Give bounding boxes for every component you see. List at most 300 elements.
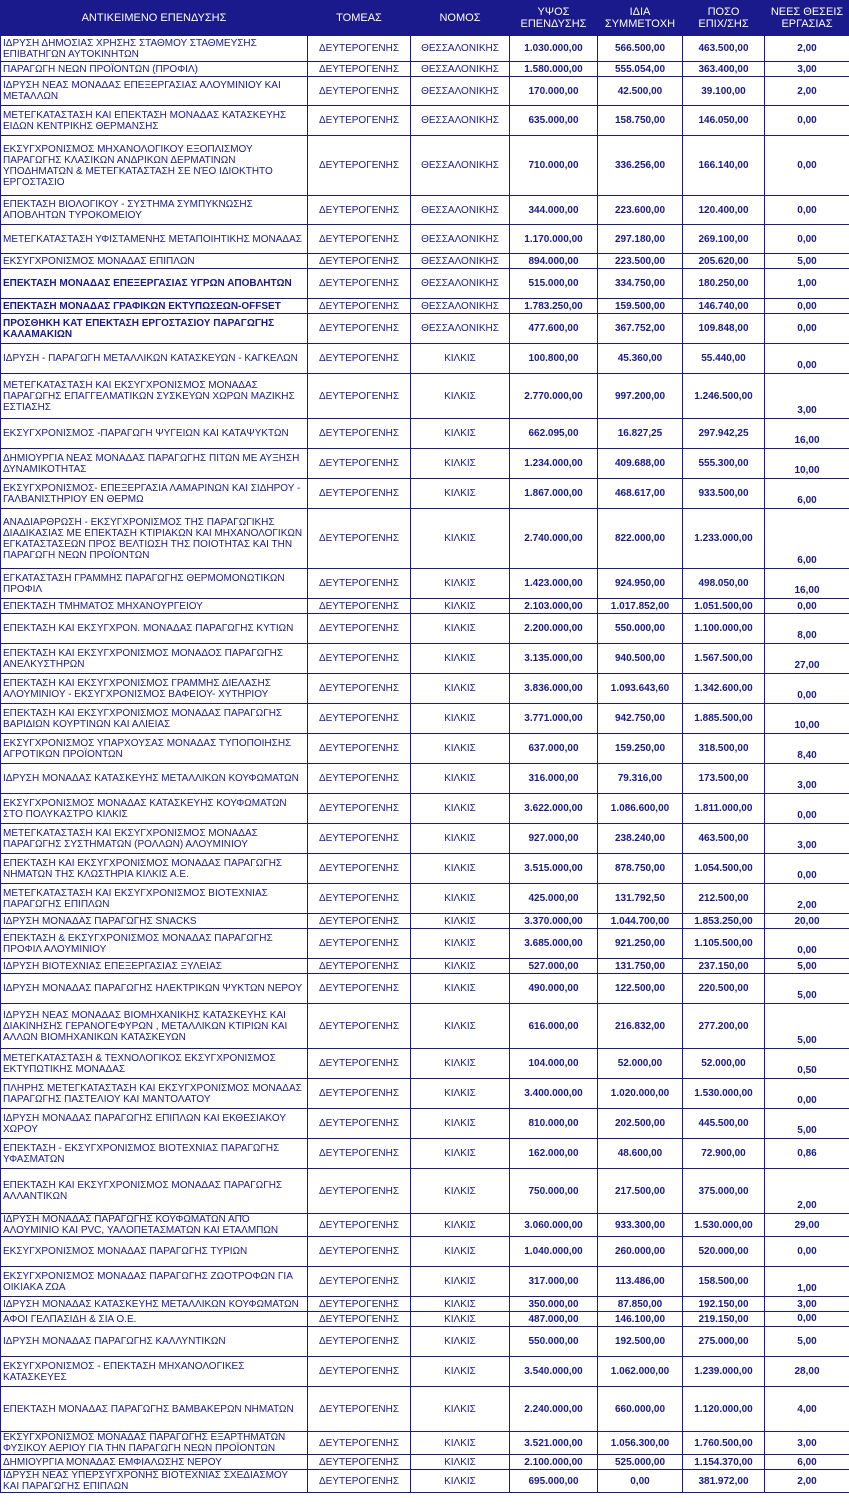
cell-own-participation: 260.000,00 [598, 1237, 683, 1267]
cell-own-participation: 550.000,00 [598, 614, 683, 644]
cell-prefecture: ΚΙΛΚΙΣ [411, 569, 510, 599]
cell-prefecture: ΘΕΣΣΑΛΟΝΙΚΗΣ [411, 196, 510, 225]
cell-own-participation: 1.056.300,00 [598, 1432, 683, 1455]
cell-prefecture: ΘΕΣΣΑΛΟΝΙΚΗΣ [411, 225, 510, 254]
cell-object: ΜΕΤΕΓΚΑΤΑΣΤΑΣΗ ΥΦΙΣΤΑΜΕΝΗΣ ΜΕΤΑΠΟΙΗΤΙΚΗΣ ΜΟΝΑΔΑΣ [1, 225, 308, 254]
cell-sector: ΔΕΥΤΕΡΟΓΕΝΗΣ [308, 1357, 411, 1387]
table-row [1, 1109, 849, 1139]
col-header-sector-label: ΤΟΜΕΑΣ [336, 12, 382, 24]
cell-new-jobs: 16,00 [765, 569, 849, 599]
cell-investment: 316.000,00 [510, 764, 598, 794]
cell-subsidy: 275.000,00 [683, 1327, 765, 1357]
table-row [1, 914, 849, 929]
cell-new-jobs: 27,00 [765, 644, 849, 674]
cell-prefecture: ΚΙΛΚΙΣ [411, 1432, 510, 1455]
cell-subsidy: 1.760.500,00 [683, 1432, 765, 1455]
cell-object: ΕΚΣΥΓΧΡΟΝΙΣΜΟΣ - ΕΠΕΚΤΑΣΗ ΜΗΧΑΝΟΛΟΓΙΚΕΣ ΚΑΤΑΣΚΕΥΕΣ [1, 1357, 308, 1387]
cell-sector: ΔΕΥΤΕΡΟΓΕΝΗΣ [308, 314, 411, 344]
cell-new-jobs: 29,00 [765, 1214, 849, 1237]
cell-object: ΙΔΡΥΣΗ ΝΕΑΣ ΜΟΝΑΔΑΣ ΒΙΟΜΗΧΑΝΙΚΗΣ ΚΑΤΑΣΚΕΥΗΣ ΚΑΙ ΔΙΑΚΙΝΗΣΗΣ ΓΕΡΑΝΟΓΕΦΥΡΩΝ , ΜΕΤΑΛΛΙΚΩΝ ΚΤΙΡΙΩΝ ΚΑΙ ΑΛΛΩΝ ΒΙΟΜΗΧΑΝΙΚΩΝ ΚΑΤΑΣΚΕΥΩΝ [1, 1004, 308, 1049]
cell-sector: ΔΕΥΤΕΡΟΓΕΝΗΣ [308, 509, 411, 569]
col-header-investment-line1: ΥΨΟΣ [537, 6, 570, 18]
cell-subsidy: 1.246.500,00 [683, 374, 765, 419]
cell-own-participation: 48.600,00 [598, 1139, 683, 1169]
cell-prefecture: ΘΕΣΣΑΛΟΝΙΚΗΣ [411, 136, 510, 196]
cell-new-jobs: 0,00 [765, 314, 849, 344]
table-row [1, 974, 849, 1004]
cell-subsidy: 1.885.500,00 [683, 704, 765, 734]
table-row [1, 419, 849, 449]
cell-investment: 2.100.000,00 [510, 1455, 598, 1470]
cell-investment: 3.515.000,00 [510, 854, 598, 884]
cell-own-participation: 202.500,00 [598, 1109, 683, 1139]
cell-subsidy: 212.500,00 [683, 884, 765, 914]
table-row [1, 479, 849, 509]
cell-own-participation: 660.000,00 [598, 1387, 683, 1432]
cell-subsidy: 363.400,00 [683, 62, 765, 77]
cell-prefecture: ΚΙΛΚΙΣ [411, 824, 510, 854]
table-row [1, 509, 849, 569]
cell-new-jobs: 3,00 [765, 764, 849, 794]
cell-new-jobs: 10,00 [765, 449, 849, 479]
col-header-jobs-line1: ΝΕΕΣ ΘΕΣΕΙΣ [770, 6, 844, 18]
cell-object: ΜΕΤΕΓΚΑΤΑΣΤΑΣΗ ΚΑΙ ΕΚΣΥΓΧΡΟΝΙΣΜΟΣ ΒΙΟΤΕΧΝΙΑΣ ΠΑΡΑΓΩΓΗΣ ΕΠΙΠΛΩΝ [1, 884, 308, 914]
cell-subsidy: 39.100,00 [683, 77, 765, 106]
cell-sector: ΔΕΥΤΕΡΟΓΕΝΗΣ [308, 1109, 411, 1139]
cell-subsidy: 72.900,00 [683, 1139, 765, 1169]
cell-sector: ΔΕΥΤΕΡΟΓΕΝΗΣ [308, 929, 411, 959]
cell-object: ΠΑΡΑΓΩΓΗ ΝΕΩΝ ΠΡΟΪΟΝΤΩΝ (ΠΡΟΦΙΛ) [1, 62, 308, 77]
cell-own-participation: 921.250,00 [598, 929, 683, 959]
cell-own-participation: 878.750,00 [598, 854, 683, 884]
cell-investment: 1.030.000,00 [510, 36, 598, 62]
cell-own-participation: 223.600,00 [598, 196, 683, 225]
cell-object: ΔΗΜΙΟΥΡΓΙΑ ΝΕΑΣ ΜΟΝΑΔΑΣ ΠΑΡΑΓΩΓΗΣ ΠΙΤΩΝ ΜΕ ΑΥΞΗΣΗ ΔΥΝΑΜΙΚΟΤΗΤΑΣ [1, 449, 308, 479]
cell-subsidy: 933.500,00 [683, 479, 765, 509]
col-header-prefecture [411, 1, 510, 36]
cell-prefecture: ΚΙΛΚΙΣ [411, 959, 510, 974]
table-row [1, 1237, 849, 1267]
cell-investment: 550.000,00 [510, 1327, 598, 1357]
header-row [1, 1, 849, 36]
cell-sector: ΔΕΥΤΕΡΟΓΕΝΗΣ [308, 1455, 411, 1470]
cell-prefecture: ΚΙΛΚΙΣ [411, 1312, 510, 1327]
cell-new-jobs: 20,00 [765, 914, 849, 929]
cell-own-participation: 223.500,00 [598, 254, 683, 269]
table-row [1, 764, 849, 794]
cell-sector: ΔΕΥΤΕΡΟΓΕΝΗΣ [308, 77, 411, 106]
cell-prefecture: ΚΙΛΚΙΣ [411, 974, 510, 1004]
cell-own-participation: 409.688,00 [598, 449, 683, 479]
cell-subsidy: 109.848,00 [683, 314, 765, 344]
cell-subsidy: 166.140,00 [683, 136, 765, 196]
col-header-subsidy-line2: ΕΠΙΧ/ΣΗΣ [698, 18, 749, 30]
cell-prefecture: ΚΙΛΚΙΣ [411, 644, 510, 674]
table-row [1, 299, 849, 314]
cell-new-jobs: 8,40 [765, 734, 849, 764]
table-row [1, 854, 849, 884]
table-row [1, 1387, 849, 1432]
cell-object: ΕΚΣΥΓΧΡΟΝΙΣΜΟΣ ΜΟΝΑΔΑΣ ΠΑΡΑΓΩΓΗΣ ΕΞΑΡΤΗΜΑΤΩΝ ΦΥΣΙΚΟΥ ΑΕΡΙΟΥ ΓΙΑ ΤΗΝ ΠΑΡΑΓΩΓΗ ΝΕΩΝ ΠΡΟΪΟΝΤΩΝ [1, 1432, 308, 1455]
cell-prefecture: ΚΙΛΚΙΣ [411, 704, 510, 734]
cell-object: ΙΔΡΥΣΗ - ΠΑΡΑΓΩΓΗ ΜΕΤΑΛΛΙΚΩΝ ΚΑΤΑΣΚΕΥΩΝ - ΚΑΓΚΕΛΩΝ [1, 344, 308, 374]
table-row [1, 1267, 849, 1297]
cell-investment: 3.540.000,00 [510, 1357, 598, 1387]
table-row [1, 959, 849, 974]
cell-object: ΕΠΕΚΤΑΣΗ ΒΙΟΛΟΓΙΚΟΥ - ΣΥΣΤΗΜΑ ΣΥΜΠΥΚΝΩΣΗΣ ΑΠΟΒΛΗΤΩΝ ΤΥΡΟΚΟΜΕΙΟΥ [1, 196, 308, 225]
table-row [1, 1432, 849, 1455]
cell-prefecture: ΚΙΛΚΙΣ [411, 674, 510, 704]
cell-own-participation: 1.086.600,00 [598, 794, 683, 824]
cell-prefecture: ΚΙΛΚΙΣ [411, 374, 510, 419]
cell-object: ΕΚΣΥΓΧΡΟΝΙΣΜΟΣ ΥΠΑΡΧΟΥΣΑΣ ΜΟΝΑΔΑΣ ΤΥΠΟΠΟΙΗΣΗΣ ΑΓΡΟΤΙΚΩΝ ΠΡΟΪΟΝΤΩΝ [1, 734, 308, 764]
col-header-own-line1: ΙΔΙΑ [629, 6, 651, 18]
cell-object: ΕΠΕΚΤΑΣΗ & ΕΚΣΥΓΧΡΟΝΙΣΜΟΣ ΜΟΝΑΔΑΣ ΠΑΡΑΓΩΓΗΣ ΠΡΟΦΙΛ ΑΛΟΥΜΙΝΙΟΥ [1, 929, 308, 959]
cell-new-jobs: 3,00 [765, 374, 849, 419]
cell-new-jobs: 0,50 [765, 1049, 849, 1079]
cell-sector: ΔΕΥΤΕΡΟΓΕΝΗΣ [308, 734, 411, 764]
cell-sector: ΔΕΥΤΕΡΟΓΕΝΗΣ [308, 1214, 411, 1237]
cell-sector: ΔΕΥΤΕΡΟΓΕΝΗΣ [308, 614, 411, 644]
cell-subsidy: 219.150,00 [683, 1312, 765, 1327]
cell-sector: ΔΕΥΤΕΡΟΓΕΝΗΣ [308, 1237, 411, 1267]
cell-subsidy: 1.054.500,00 [683, 854, 765, 884]
cell-prefecture: ΚΙΛΚΙΣ [411, 479, 510, 509]
cell-subsidy: 52.000,00 [683, 1049, 765, 1079]
cell-subsidy: 375.000,00 [683, 1169, 765, 1214]
col-header-investment [510, 1, 598, 36]
cell-new-jobs: 5,00 [765, 959, 849, 974]
cell-sector: ΔΕΥΤΕΡΟΓΕΝΗΣ [308, 36, 411, 62]
cell-object: ΕΠΕΚΤΑΣΗ ΚΑΙ ΕΚΣΥΓΧΡΟΝΙΣΜΟΣ ΓΡΑΜΜΗΣ ΔΙΕΛΑΣΗΣ ΑΛΟΥΜΙΝΙΟΥ - ΕΚΣΥΓΧΡΟΝΙΣΜΟΣ ΒΑΦΕΙΟΥ- ΧΥΤΗΡΙΟΥ [1, 674, 308, 704]
cell-own-participation: 158.750,00 [598, 106, 683, 136]
col-header-subsidy-line1: ΠΟΣΟ [707, 6, 740, 18]
cell-prefecture: ΘΕΣΣΑΛΟΝΙΚΗΣ [411, 62, 510, 77]
table-row [1, 36, 849, 62]
cell-subsidy: 173.500,00 [683, 764, 765, 794]
cell-object: ΕΠΕΚΤΑΣΗ ΚΑΙ ΕΚΣΥΓΧΡΟΝ. ΜΟΝΑΔΑΣ ΠΑΡΑΓΩΓΗΣ ΚΥΤΙΩΝ [1, 614, 308, 644]
cell-investment: 3.370.000,00 [510, 914, 598, 929]
cell-own-participation: 113.486,00 [598, 1267, 683, 1297]
cell-own-participation: 367.752,00 [598, 314, 683, 344]
col-header-investment-line2: ΕΠΕΝΔΥΣΗΣ [520, 18, 587, 30]
table-row [1, 106, 849, 136]
cell-sector: ΔΕΥΤΕΡΟΓΕΝΗΣ [308, 1169, 411, 1214]
cell-new-jobs: 3,00 [765, 1297, 849, 1312]
cell-object: ΕΠΕΚΤΑΣΗ - ΕΚΣΥΓΧΡΟΝΙΣΜΟΣ ΒΙΟΤΕΧΝΙΑΣ ΠΑΡΑΓΩΓΗΣ ΥΦΑΣΜΑΤΩΝ [1, 1139, 308, 1169]
cell-subsidy: 277.200,00 [683, 1004, 765, 1049]
table-row [1, 254, 849, 269]
cell-prefecture: ΚΙΛΚΙΣ [411, 614, 510, 644]
cell-own-participation: 45.360,00 [598, 344, 683, 374]
cell-own-participation: 940.500,00 [598, 644, 683, 674]
cell-subsidy: 1.105.500,00 [683, 929, 765, 959]
cell-own-participation: 87.850,00 [598, 1297, 683, 1312]
cell-sector: ΔΕΥΤΕΡΟΓΕΝΗΣ [308, 704, 411, 734]
cell-sector: ΔΕΥΤΕΡΟΓΕΝΗΣ [308, 974, 411, 1004]
table-row [1, 1327, 849, 1357]
cell-subsidy: 269.100,00 [683, 225, 765, 254]
cell-object: ΠΡΟΣΘΗΚΗ ΚΑΤ ΕΠΕΚΤΑΣΗ ΕΡΓΟΣΤΑΣΙΟΥ ΠΑΡΑΓΩΓΗΣ ΚΑΛΑΜΑΚΙΩΝ [1, 314, 308, 344]
cell-own-participation: 1.017.852,00 [598, 599, 683, 614]
cell-prefecture: ΚΙΛΚΙΣ [411, 854, 510, 884]
cell-sector: ΔΕΥΤΕΡΟΓΕΝΗΣ [308, 1049, 411, 1079]
cell-new-jobs: 0,00 [765, 1312, 849, 1327]
cell-new-jobs: 5,00 [765, 1327, 849, 1357]
cell-sector: ΔΕΥΤΕΡΟΓΕΝΗΣ [308, 1297, 411, 1312]
cell-subsidy: 381.972,00 [683, 1470, 765, 1493]
cell-sector: ΔΕΥΤΕΡΟΓΕΝΗΣ [308, 824, 411, 854]
cell-new-jobs: 0,00 [765, 674, 849, 704]
table-row [1, 734, 849, 764]
cell-subsidy: 297.942,25 [683, 419, 765, 449]
cell-prefecture: ΚΙΛΚΙΣ [411, 1169, 510, 1214]
cell-new-jobs: 3,00 [765, 1432, 849, 1455]
cell-own-participation: 336.256,00 [598, 136, 683, 196]
cell-prefecture: ΚΙΛΚΙΣ [411, 1139, 510, 1169]
cell-investment: 1.423.000,00 [510, 569, 598, 599]
table-row [1, 929, 849, 959]
cell-investment: 1.234.000,00 [510, 449, 598, 479]
cell-prefecture: ΚΙΛΚΙΣ [411, 1297, 510, 1312]
cell-new-jobs: 5,00 [765, 1109, 849, 1139]
cell-subsidy: 237.150,00 [683, 959, 765, 974]
cell-own-participation: 16.827,25 [598, 419, 683, 449]
cell-prefecture: ΚΙΛΚΙΣ [411, 764, 510, 794]
cell-subsidy: 1.530.000,00 [683, 1079, 765, 1109]
cell-subsidy: 120.400,00 [683, 196, 765, 225]
cell-investment: 3.836.000,00 [510, 674, 598, 704]
table-row [1, 644, 849, 674]
cell-sector: ΔΕΥΤΕΡΟΓΕΝΗΣ [308, 644, 411, 674]
table-row [1, 599, 849, 614]
cell-new-jobs: 5,00 [765, 974, 849, 1004]
cell-own-participation: 1.020.000,00 [598, 1079, 683, 1109]
cell-object: ΕΠΕΚΤΑΣΗ ΚΑΙ ΕΚΣΥΓΧΡΟΝΙΣΜΟΣ ΜΟΝΑΔΑΣ ΠΑΡΑΓΩΓΗΣ ΝΗΜΑΤΩΝ ΤΗΣ ΚΛΩΣΤΗΡΙΑ ΚΙΛΚΙΣ Α.Ε. [1, 854, 308, 884]
cell-investment: 317.000,00 [510, 1267, 598, 1297]
cell-object: ΔΗΜΙΟΥΡΓΙΑ ΜΟΝΑΔΑΣ ΕΜΦΙΑΛΩΣΗΣ ΝΕΡΟΥ [1, 1455, 308, 1470]
table-row [1, 225, 849, 254]
cell-object: ΑΝΑΔΙΑΡΘΡΩΣΗ - ΕΚΣΥΓΧΡΟΝΙΣΜΟΣ ΤΗΣ ΠΑΡΑΓΩΓΙΚΗΣ ΔΙΑΔΙΚΑΣΙΑΣ ΜΕ ΕΠΕΚΤΑΣΗ ΚΤΙΡΙΑΚΩΝ ΚΑΙ ΜΗΧΑΝΟΛΟΓΙΚΩΝ ΕΓΚΑΤΑΣΤΑΣΕΩΝ ΠΡΟΣ ΒΕΛΤΙΩΣΗ ΤΗΣ ΠΟΙΟΤΗΤΑΣ ΚΑΙ ΤΗΝ ΠΑΡΑΓΩΓΗ ΝΕΩΝ ΠΡΟΪΟΝΤΩΝ [1, 509, 308, 569]
cell-object: ΕΠΕΚΤΑΣΗ ΜΟΝΑΔΑΣ ΕΠΕΞΕΡΓΑΣΙΑΣ ΥΓΡΩΝ ΑΠΟΒΛΗΤΩΝ [1, 269, 308, 299]
cell-own-participation: 216.832,00 [598, 1004, 683, 1049]
cell-own-participation: 79.316,00 [598, 764, 683, 794]
cell-subsidy: 498.050,00 [683, 569, 765, 599]
table-row [1, 704, 849, 734]
cell-own-participation: 122.500,00 [598, 974, 683, 1004]
table-row [1, 1169, 849, 1214]
cell-object: ΙΔΡΥΣΗ ΜΟΝΑΔΑΣ ΠΑΡΑΓΩΓΗΣ ΚΟΥΦΩΜΑΤΩΝ ΑΠΌ ΑΛΟΥΜΙΝΙΟ ΚΑΙ PVC, ΥΑΛΟΠΕΤΑΣΜΑΤΩΝ ΚΑΙ ΕΤΑΛΜΠΩΝ [1, 1214, 308, 1237]
cell-object: ΙΔΡΥΣΗ ΜΟΝΑΔΑΣ ΚΑΤΑΣΚΕΥΗΣ ΜΕΤΑΛΛΙΚΩΝ ΚΟΥΦΩΜΑΤΩΝ [1, 1297, 308, 1312]
cell-new-jobs: 4,00 [765, 1387, 849, 1432]
cell-sector: ΔΕΥΤΕΡΟΓΕΝΗΣ [308, 884, 411, 914]
cell-new-jobs: 0,00 [765, 106, 849, 136]
cell-subsidy: 1.811.000,00 [683, 794, 765, 824]
table-row [1, 1357, 849, 1387]
cell-sector: ΔΕΥΤΕΡΟΓΕΝΗΣ [308, 62, 411, 77]
cell-new-jobs: 2,00 [765, 36, 849, 62]
table-row [1, 794, 849, 824]
cell-own-participation: 924.950,00 [598, 569, 683, 599]
cell-own-participation: 192.500,00 [598, 1327, 683, 1357]
cell-sector: ΔΕΥΤΕΡΟΓΕΝΗΣ [308, 1432, 411, 1455]
cell-subsidy: 318.500,00 [683, 734, 765, 764]
table-row [1, 824, 849, 854]
cell-prefecture: ΚΙΛΚΙΣ [411, 1079, 510, 1109]
cell-subsidy: 220.500,00 [683, 974, 765, 1004]
cell-sector: ΔΕΥΤΕΡΟΓΕΝΗΣ [308, 959, 411, 974]
table-row [1, 1470, 849, 1493]
cell-investment: 927.000,00 [510, 824, 598, 854]
cell-investment: 515.000,00 [510, 269, 598, 299]
cell-prefecture: ΚΙΛΚΙΣ [411, 1327, 510, 1357]
cell-investment: 894.000,00 [510, 254, 598, 269]
cell-new-jobs: 3,00 [765, 62, 849, 77]
cell-object: ΙΔΡΥΣΗ ΜΟΝΑΔΑΣ ΠΑΡΑΓΩΓΗΣ ΚΑΛΛΥΝΤΙΚΩΝ [1, 1327, 308, 1357]
cell-sector: ΔΕΥΤΕΡΟΓΕΝΗΣ [308, 1327, 411, 1357]
table-row [1, 1455, 849, 1470]
cell-subsidy: 1.567.500,00 [683, 644, 765, 674]
cell-sector: ΔΕΥΤΕΡΟΓΕΝΗΣ [308, 1470, 411, 1493]
table-row [1, 884, 849, 914]
cell-prefecture: ΚΙΛΚΙΣ [411, 884, 510, 914]
col-header-own-line2: ΣΥΜΜΕΤΟΧΗ [604, 18, 676, 30]
table-row [1, 1004, 849, 1049]
cell-new-jobs: 6,00 [765, 479, 849, 509]
table-row [1, 1297, 849, 1312]
cell-object: ΕΚΣΥΓΧΡΟΝΙΣΜΟΣ ΜΟΝΑΔΑΣ ΠΑΡΑΓΩΓΗΣ ΤΥΡΙΩΝ [1, 1237, 308, 1267]
table-row [1, 1312, 849, 1327]
cell-object: ΑΦΟΙ ΓΕΛΠΑΣΙΔΗ & ΣΙΑ Ο.Ε. [1, 1312, 308, 1327]
cell-investment: 3.622.000,00 [510, 794, 598, 824]
cell-sector: ΔΕΥΤΕΡΟΓΕΝΗΣ [308, 674, 411, 704]
cell-sector: ΔΕΥΤΕΡΟΓΕΝΗΣ [308, 794, 411, 824]
cell-prefecture: ΚΙΛΚΙΣ [411, 1455, 510, 1470]
cell-new-jobs: 6,00 [765, 1455, 849, 1470]
cell-sector: ΔΕΥΤΕΡΟΓΕΝΗΣ [308, 569, 411, 599]
cell-investment: 1.170.000,00 [510, 225, 598, 254]
table-row [1, 77, 849, 106]
cell-subsidy: 180.250,00 [683, 269, 765, 299]
cell-sector: ΔΕΥΤΕΡΟΓΕΝΗΣ [308, 764, 411, 794]
cell-subsidy: 1.239.000,00 [683, 1357, 765, 1387]
cell-object: ΙΔΡΥΣΗ ΜΟΝΑΔΑΣ ΠΑΡΑΓΩΓΗΣ ΕΠΙΠΛΩΝ ΚΑΙ ΕΚΘΕΣΙΑΚΟΥ ΧΩΡΟΥ [1, 1109, 308, 1139]
cell-subsidy: 555.300,00 [683, 449, 765, 479]
cell-prefecture: ΚΙΛΚΙΣ [411, 1267, 510, 1297]
cell-new-jobs: 28,00 [765, 1357, 849, 1387]
cell-prefecture: ΚΙΛΚΙΣ [411, 794, 510, 824]
cell-own-participation: 566.500,00 [598, 36, 683, 62]
cell-own-participation: 942.750,00 [598, 704, 683, 734]
cell-prefecture: ΚΙΛΚΙΣ [411, 1214, 510, 1237]
cell-own-participation: 1.093.643,60 [598, 674, 683, 704]
cell-investment: 637.000,00 [510, 734, 598, 764]
cell-own-participation: 146.100,00 [598, 1312, 683, 1327]
cell-prefecture: ΚΙΛΚΙΣ [411, 1237, 510, 1267]
cell-prefecture: ΚΙΛΚΙΣ [411, 1470, 510, 1493]
table-row [1, 674, 849, 704]
cell-new-jobs: 8,00 [765, 614, 849, 644]
cell-prefecture: ΚΙΛΚΙΣ [411, 344, 510, 374]
cell-own-participation: 0,00 [598, 1470, 683, 1493]
table-row [1, 1139, 849, 1169]
cell-new-jobs: 0,86 [765, 1139, 849, 1169]
cell-investment: 1.580.000,00 [510, 62, 598, 77]
cell-new-jobs: 0,00 [765, 854, 849, 884]
table-row [1, 136, 849, 196]
cell-investment: 104.000,00 [510, 1049, 598, 1079]
cell-new-jobs: 1,00 [765, 269, 849, 299]
table-row [1, 269, 849, 299]
cell-object: ΙΔΡΥΣΗ ΝΕΑΣ ΥΠΕΡΣΥΓΧΡΟΝΗΣ ΒΙΟΤΕΧΝΙΑΣ ΣΧΕΔΙΑΣΜΟΥ ΚΑΙ ΠΑΡΑΓΩΓΗΣ ΕΠΙΠΛΩΝ [1, 1470, 308, 1493]
cell-investment: 635.000,00 [510, 106, 598, 136]
col-header-subsidy [683, 1, 765, 36]
cell-sector: ΔΕΥΤΕΡΟΓΕΝΗΣ [308, 374, 411, 419]
cell-sector: ΔΕΥΤΕΡΟΓΕΝΗΣ [308, 106, 411, 136]
cell-investment: 1.867.000,00 [510, 479, 598, 509]
cell-sector: ΔΕΥΤΕΡΟΓΕΝΗΣ [308, 136, 411, 196]
cell-object: ΜΕΤΕΓΚΑΤΑΣΤΑΣΗ & ΤΕΧΝΟΛΟΓΙΚΟΣ ΕΚΣΥΓΧΡΟΝΙΣΜΟΣ ΕΚΤΥΠΩΤΙΚΗΣ ΜΟΝΑΔΑΣ [1, 1049, 308, 1079]
cell-investment: 425.000,00 [510, 884, 598, 914]
cell-object: ΕΠΕΚΤΑΣΗ ΜΟΝΑΔΑΣ ΓΡΑΦΙΚΩΝ ΕΚΤΥΠΩΣΕΩΝ-OFFSET [1, 299, 308, 314]
cell-investment: 2.240.000,00 [510, 1387, 598, 1432]
cell-new-jobs: 16,00 [765, 419, 849, 449]
cell-investment: 3.771.000,00 [510, 704, 598, 734]
cell-investment: 490.000,00 [510, 974, 598, 1004]
cell-subsidy: 1.233.000,00 [683, 509, 765, 569]
cell-subsidy: 445.500,00 [683, 1109, 765, 1139]
table-row [1, 314, 849, 344]
cell-sector: ΔΕΥΤΕΡΟΓΕΝΗΣ [308, 449, 411, 479]
cell-object: ΕΠΕΚΤΑΣΗ ΚΑΙ ΕΚΣΥΓΧΡΟΝΙΣΜΟΣ ΜΟΝΑΔΟΣ ΠΑΡΑΓΩΓΗΣ ΑΝΕΛΚΥΣΤΗΡΩΝ [1, 644, 308, 674]
cell-subsidy: 146.050,00 [683, 106, 765, 136]
cell-prefecture: ΚΙΛΚΙΣ [411, 1109, 510, 1139]
cell-prefecture: ΘΕΣΣΑΛΟΝΙΚΗΣ [411, 254, 510, 269]
cell-new-jobs: 0,00 [765, 929, 849, 959]
cell-own-participation: 997.200,00 [598, 374, 683, 419]
cell-sector: ΔΕΥΤΕΡΟΓΕΝΗΣ [308, 344, 411, 374]
cell-subsidy: 463.500,00 [683, 824, 765, 854]
cell-investment: 710.000,00 [510, 136, 598, 196]
cell-sector: ΔΕΥΤΕΡΟΓΕΝΗΣ [308, 1267, 411, 1297]
cell-object: ΕΠΕΚΤΑΣΗ ΚΑΙ ΕΚΣΥΓΧΡΟΝΙΣΜΟΣ ΜΟΝΑΔΑΣ ΠΑΡΑΓΩΓΗΣ ΒΑΡΙΔΙΩΝ ΚΟΥΡΤΙΝΩΝ ΚΑΙ ΑΛΙΕΙΑΣ [1, 704, 308, 734]
cell-investment: 2.770.000,00 [510, 374, 598, 419]
cell-new-jobs: 0,00 [765, 196, 849, 225]
cell-object: ΕΚΣΥΓΧΡΟΝΙΣΜΟΣ -ΠΑΡΑΓΩΓΗ ΨΥΓΕΙΩΝ ΚΑΙ ΚΑΤΑΨΥΚΤΩΝ [1, 419, 308, 449]
cell-investment: 1.783.250,00 [510, 299, 598, 314]
cell-own-participation: 1.044.700,00 [598, 914, 683, 929]
cell-investment: 2.200.000,00 [510, 614, 598, 644]
cell-prefecture: ΘΕΣΣΑΛΟΝΙΚΗΣ [411, 106, 510, 136]
cell-own-participation: 555.054,00 [598, 62, 683, 77]
cell-prefecture: ΚΙΛΚΙΣ [411, 1357, 510, 1387]
cell-own-participation: 1.062.000,00 [598, 1357, 683, 1387]
cell-own-participation: 334.750,00 [598, 269, 683, 299]
cell-investment: 810.000,00 [510, 1109, 598, 1139]
cell-own-participation: 468.617,00 [598, 479, 683, 509]
col-header-own [598, 1, 683, 36]
cell-new-jobs: 2,00 [765, 77, 849, 106]
cell-prefecture: ΘΕΣΣΑΛΟΝΙΚΗΣ [411, 299, 510, 314]
cell-investment: 170.000,00 [510, 77, 598, 106]
cell-sector: ΔΕΥΤΕΡΟΓΕΝΗΣ [308, 479, 411, 509]
cell-object: ΕΚΣΥΓΧΡΟΝΙΣΜΟΣ ΜΟΝΑΔΑΣ ΠΑΡΑΓΩΓΗΣ ΖΩΟΤΡΟΦΩΝ ΓΙΑ ΟΙΚΙΑΚΑ ΖΩΑ [1, 1267, 308, 1297]
cell-investment: 750.000,00 [510, 1169, 598, 1214]
cell-investment: 662.095,00 [510, 419, 598, 449]
cell-subsidy: 158.500,00 [683, 1267, 765, 1297]
cell-subsidy: 192.150,00 [683, 1297, 765, 1312]
cell-own-participation: 52.000,00 [598, 1049, 683, 1079]
